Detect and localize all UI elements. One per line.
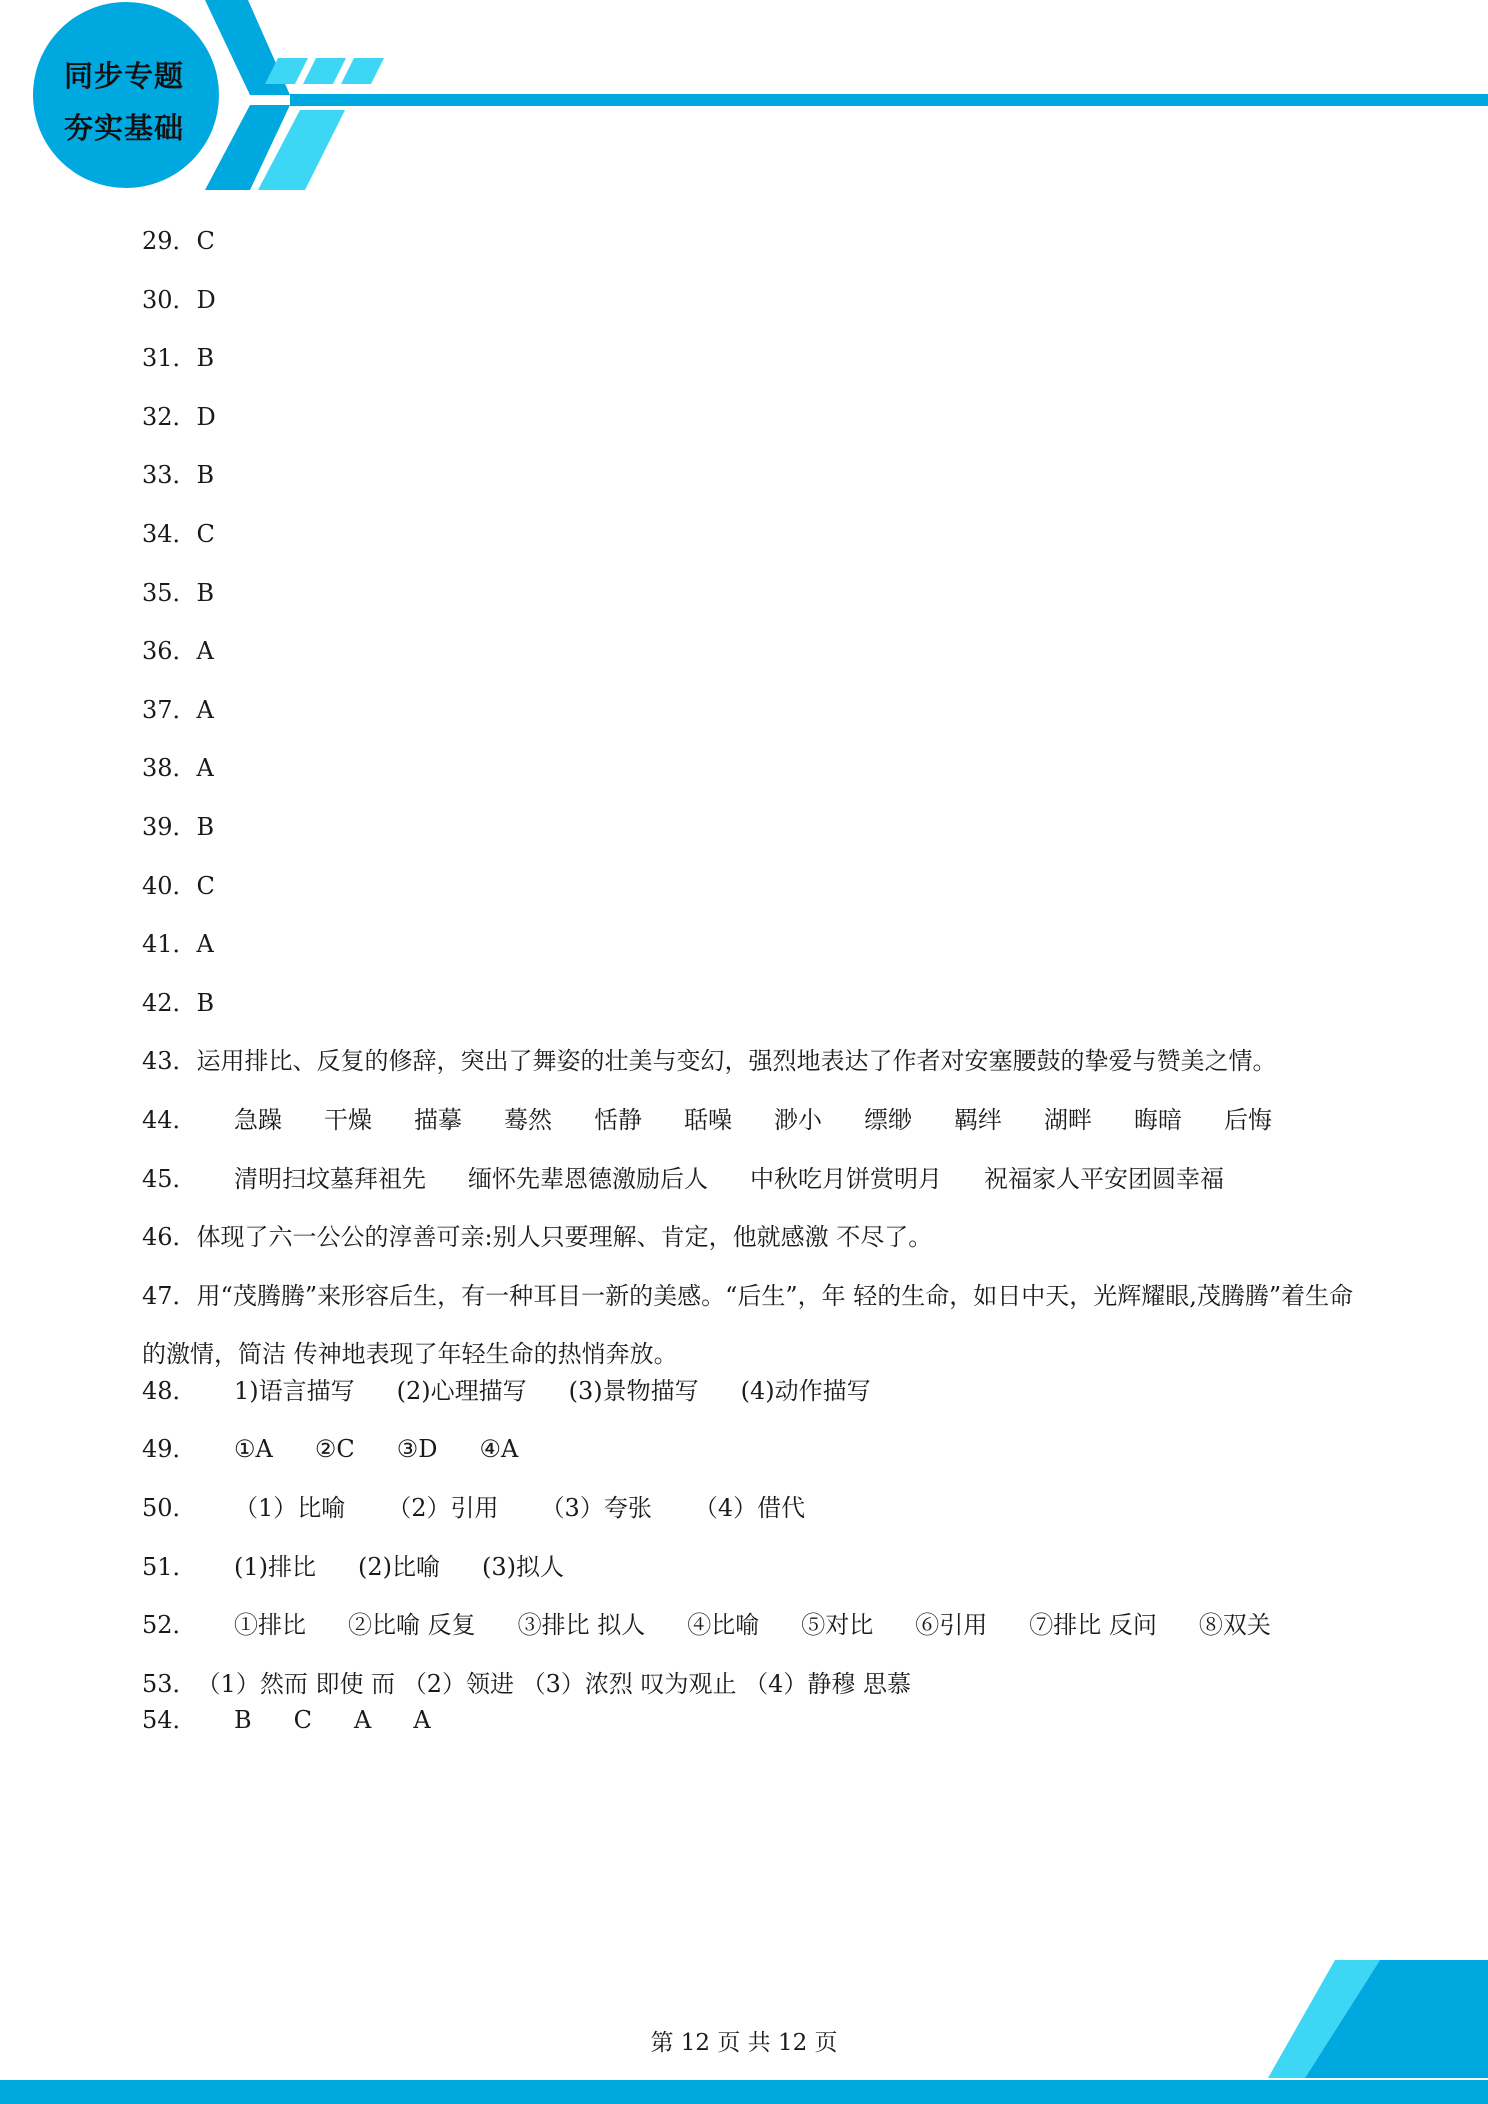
answer-row xyxy=(142,1490,1362,1549)
answer-part: (2)心理描写 xyxy=(396,1376,527,1405)
answer-part: 中秋吃月饼赏明月 xyxy=(750,1164,942,1193)
answer-number: 38． xyxy=(142,754,197,783)
answer-row xyxy=(142,868,1362,927)
answer-part: ①排比 xyxy=(234,1611,306,1640)
answer-text: C xyxy=(196,871,215,900)
answer-part: （1）比喻 xyxy=(234,1494,346,1523)
answer-number: 35． xyxy=(142,578,197,607)
answer-part: 干燥 xyxy=(324,1105,372,1134)
page-number: 第 12 页 共 12 页 xyxy=(650,2030,838,2056)
header-dash-2 xyxy=(303,58,346,84)
answer-part: (4)动作描写 xyxy=(740,1376,871,1405)
answer-text: 体现了六一公公的淳善可亲:别人只要理解、肯定，他就感激 不尽了。 xyxy=(196,1223,933,1252)
answer-part: ④A xyxy=(479,1435,519,1464)
answer-part: ①A xyxy=(234,1435,273,1464)
answer-number: 30． xyxy=(142,285,197,314)
answer-number: 34． xyxy=(142,519,197,548)
answer-text: D xyxy=(196,285,216,314)
answer-text: C xyxy=(196,227,215,255)
answer-row xyxy=(142,1431,1362,1490)
answer-part: 清明扫坟墓拜祖先 xyxy=(234,1164,426,1193)
answer-part: （4）借代 xyxy=(693,1494,806,1523)
badge-title-line1: 同步专题 xyxy=(63,59,184,93)
answer-part: 蓦然 xyxy=(504,1105,552,1134)
answer-number: 33． xyxy=(142,461,197,490)
answer-number: 45． xyxy=(142,1164,197,1193)
answer-text: A xyxy=(196,754,214,783)
answer-part: A xyxy=(413,1706,431,1735)
answer-part: 描摹 xyxy=(414,1105,462,1134)
answer-number: 46． xyxy=(142,1223,197,1252)
answer-row xyxy=(142,692,1362,751)
answer-part: C xyxy=(293,1706,313,1735)
answer-row xyxy=(142,1267,1362,1384)
answer-number: 53． xyxy=(142,1669,197,1698)
answer-part: 缅怀先辈恩德激励后人 xyxy=(468,1164,708,1193)
answer-number: 50． xyxy=(142,1494,197,1523)
answer-number: 47． xyxy=(142,1281,197,1310)
answer-number: 48． xyxy=(142,1376,197,1405)
answer-part: 1)语言描写 xyxy=(234,1376,355,1405)
answer-parts xyxy=(234,1553,606,1581)
answer-row xyxy=(142,399,1362,458)
answer-part: B xyxy=(234,1706,252,1735)
answer-part: ⑧双关 xyxy=(1198,1611,1271,1640)
answer-part: (1)排比 xyxy=(234,1552,316,1581)
answer-number: 32． xyxy=(142,402,197,431)
answer-number: 52． xyxy=(142,1611,197,1640)
answer-row xyxy=(142,575,1362,634)
answer-parts xyxy=(234,1106,1314,1134)
answer-number: 51． xyxy=(142,1552,197,1581)
answer-row xyxy=(142,809,1362,868)
answer-part: 恬静 xyxy=(594,1105,642,1134)
answer-row xyxy=(142,985,1362,1044)
answer-part: 后悔 xyxy=(1224,1105,1272,1134)
answer-part: ⑤对比 xyxy=(801,1611,874,1640)
answer-text: B xyxy=(196,578,215,607)
answer-number: 42． xyxy=(142,988,197,1017)
answer-part: ③D xyxy=(396,1435,438,1464)
answer-row xyxy=(142,1102,1362,1161)
answer-text: B xyxy=(196,461,215,490)
answer-row xyxy=(142,1161,1362,1220)
answer-text: A xyxy=(196,695,214,724)
answer-part: 缥缈 xyxy=(864,1105,912,1134)
answer-row xyxy=(142,457,1362,516)
answer-part: (3)拟人 xyxy=(482,1552,564,1581)
answer-part: ②C xyxy=(314,1435,355,1464)
answer-number: 41． xyxy=(142,930,197,959)
answer-part: （2）引用 xyxy=(387,1494,499,1523)
answer-part: ④比喻 xyxy=(687,1611,760,1640)
answer-number: 54． xyxy=(142,1706,197,1735)
answer-parts xyxy=(234,1494,847,1522)
header-banner xyxy=(0,0,1488,200)
answer-text: 运用排比、反复的修辞，突出了舞姿的壮美与变幻，强烈地表达了作者对安塞腰鼓的挚爱与赞美之情。 xyxy=(196,1047,1277,1076)
answer-part: 祝福家人平安团圆幸福 xyxy=(984,1164,1224,1193)
answer-parts xyxy=(234,1165,1266,1193)
answer-part: ③排比 拟人 xyxy=(517,1611,646,1640)
answer-row xyxy=(142,633,1362,692)
answer-part: 晦暗 xyxy=(1134,1105,1182,1134)
answer-number: 31． xyxy=(142,344,197,373)
answer-text: B xyxy=(196,344,215,373)
answer-part: ②比喻 反复 xyxy=(348,1611,476,1640)
answer-part: ⑥引用 xyxy=(915,1611,988,1640)
answer-number: 39． xyxy=(142,812,197,841)
answer-parts xyxy=(234,1377,913,1405)
answer-number: 49． xyxy=(142,1435,197,1464)
answer-text: A xyxy=(196,930,214,959)
answer-text: 用“茂腾腾”来形容后生，有一种耳目一新的美感。“后生”，年 轻的生命，如日中天，光辉耀眼,茂腾腾”着生命的激情，简洁 传神地表现了年轻生命的热悄奔放。 xyxy=(142,1281,1354,1369)
answer-number: 37． xyxy=(142,695,197,724)
answer-text: B xyxy=(196,988,215,1017)
answer-row xyxy=(142,223,1362,282)
answer-row xyxy=(142,340,1362,399)
header-rule xyxy=(290,94,1488,106)
answer-text: C xyxy=(196,519,215,548)
answer-row xyxy=(142,516,1362,575)
answer-part: 渺小 xyxy=(774,1105,822,1134)
answer-part: 湖畔 xyxy=(1044,1105,1092,1134)
badge-title-line2: 夯实基础 xyxy=(63,111,184,145)
footer-rule xyxy=(0,2080,1488,2104)
answer-text: D xyxy=(196,402,216,431)
answer-number: 36． xyxy=(142,637,197,666)
answer-part: 羁绊 xyxy=(954,1105,1002,1134)
answer-row xyxy=(142,750,1362,809)
answer-row xyxy=(142,1549,1362,1608)
answer-part: (3)景物描写 xyxy=(568,1376,699,1405)
answer-part: ⑦排比 反问 xyxy=(1029,1611,1157,1640)
answer-number: 40． xyxy=(142,871,197,900)
answer-row xyxy=(142,926,1362,985)
answer-row xyxy=(142,1373,1362,1432)
answer-text: B xyxy=(196,812,215,841)
answer-parts xyxy=(234,1611,1313,1639)
header-badge-circle xyxy=(33,2,219,188)
answer-row xyxy=(142,282,1362,341)
answer-part: 聒噪 xyxy=(684,1105,732,1134)
answer-part: 急躁 xyxy=(234,1105,282,1134)
answer-part: （3）夸张 xyxy=(540,1494,652,1523)
answer-part: A xyxy=(354,1706,372,1735)
header-dash-3 xyxy=(341,58,384,84)
answer-text: （1）然而 即使 而 （2）领进 （3）浓烈 叹为观止 （4）静穆 思慕 xyxy=(196,1669,912,1698)
answer-part: (2)比喻 xyxy=(358,1552,440,1581)
answer-text: A xyxy=(196,637,214,666)
answer-row xyxy=(142,1043,1362,1102)
answer-parts xyxy=(234,1706,473,1734)
answer-parts xyxy=(234,1435,560,1463)
answer-number: 43． xyxy=(142,1047,197,1076)
answer-number: 44． xyxy=(142,1105,197,1134)
answer-list xyxy=(142,223,1362,1761)
answer-number: 29． xyxy=(142,227,197,255)
